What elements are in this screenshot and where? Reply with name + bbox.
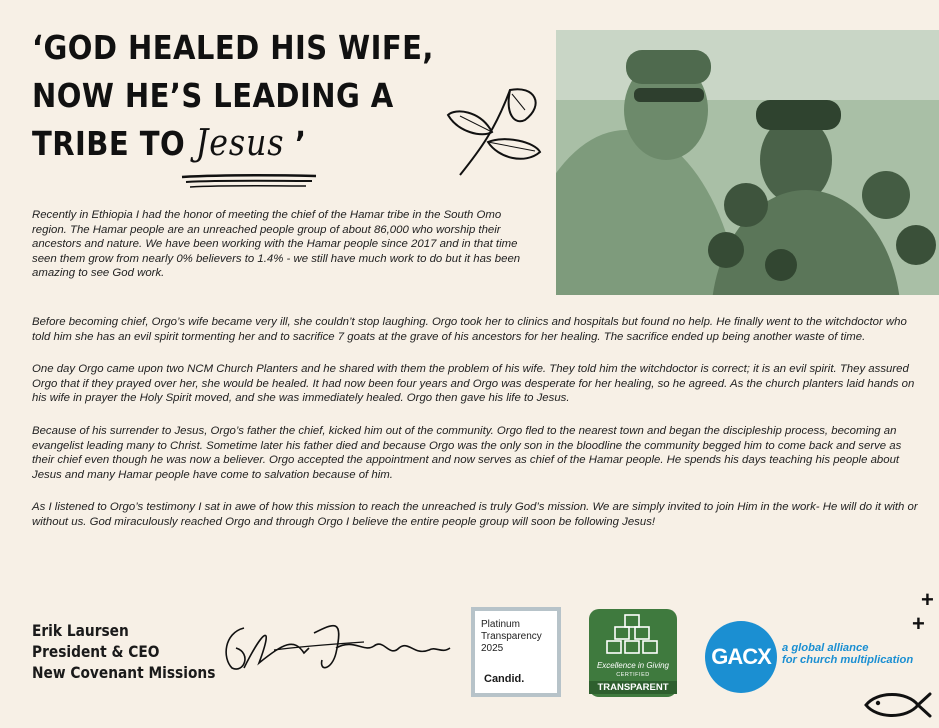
leaf-branch-icon xyxy=(440,80,550,180)
gacx-logo: GACX xyxy=(705,621,777,693)
story-paragraph: Because of his surrender to Jesus, Orgo’s father the chief, kicked him out of the community. Orgo fled to the nearest town and began the discipleship process, becoming an evangelist leading many to Christ. Sometime later his father died and because Orgo was the only son in the bloodline the community begged him to come back and serve as their chief even though he was now a believer. Orgo accepted the appointment and now serves as chief of the Hamar people. He spends his days teaching his people about Jesus and many Hamar people have come to salvation because of him. xyxy=(32,424,902,481)
story-paragraph: Before becoming chief, Orgo’s wife became very ill, she couldn’t stop laughing. Orgo took her to clinics and hospitals but found no help. He finally went to the witchdoctor who told him she has an evil spirit tormenting her and to sacrifice 7 goats at the grave of his ancestors for her healing. The sacrifice ended up being another waste of time. xyxy=(32,316,907,343)
headline xyxy=(32,24,434,168)
handwritten-signature xyxy=(214,608,454,678)
candid-brand: Candid. xyxy=(484,673,525,685)
giving-line-3: TRANSPARENT xyxy=(589,681,677,694)
candid-platinum-badge xyxy=(471,607,561,697)
headline-line-3-suffix: ’ xyxy=(284,124,307,163)
signoff-title: President & CEO xyxy=(32,642,160,661)
headline-line-3 xyxy=(32,120,384,168)
headline-line-3-prefix: TRIBE TO xyxy=(32,124,196,163)
candid-line-2: Transparency xyxy=(481,631,542,642)
signoff-name: Erik Laursen xyxy=(32,621,129,640)
headline-line-2: NOW HE’S LEADING A xyxy=(32,76,394,115)
giving-line-1: Excellence in Giving xyxy=(596,661,670,670)
cubes-icon xyxy=(603,613,663,659)
story-paragraph: As I listened to Orgo’s testimony I sat in awe of how this mission to reach the unreached is truly God’s mission. We are simply invited to join Him in the work- He will do it with or without us. God miraculously reached Orgo and through Orgo I believe the entire people group will soon be following Jesus! xyxy=(32,501,918,528)
intro-paragraph: Recently in Ethiopia I had the honor of meeting the chief of the Hamar tribe in the South Omo region. The Hamar people are an unreached people group of about 86,000 who worship their ancestors and nature. We have been working with the Hamar people since 2017 and in that time seen them grow from nearly 0% believers to 1.4% - we still have much work to do but it has been amazing to see God work. xyxy=(32,209,521,280)
fish-icon xyxy=(862,688,932,722)
candid-line-3: 2025 xyxy=(481,643,504,654)
giving-line-2: CERTIFIED xyxy=(616,672,650,678)
gacx-tagline-line-1: a global alliance xyxy=(782,642,869,654)
plus-icon: + xyxy=(912,611,925,636)
candid-line-1: Platinum xyxy=(481,619,520,630)
story-body xyxy=(32,315,918,548)
headline-jesus-script: Jesus xyxy=(195,123,285,164)
headline-line-1: ‘GOD HEALED HIS WIFE, xyxy=(32,28,434,67)
photo-leaders-with-hamar-tribe xyxy=(556,30,939,295)
gacx-tagline xyxy=(782,642,932,666)
signoff-block xyxy=(32,620,215,683)
plus-icon: + xyxy=(921,587,934,612)
signoff-org: New Covenant Missions xyxy=(32,663,216,682)
story-paragraph: One day Orgo came upon two NCM Church Planters and he shared with them the problem of his wife. They told him the witchdoctor is correct; it is an evil spirit. They assured Orgo that if they prayed over her, she would be healed. It had now been four years and Orgo was desperate for her healing, so he agreed. As the church planters laid hands on his wife in prayer the Holy Spirit moved, and she was immediately healed. Orgo then gave his life to Jesus. xyxy=(32,363,915,405)
excellence-in-giving-badge xyxy=(589,609,677,697)
gacx-tagline-line-2: for church multiplication xyxy=(782,654,914,666)
underline-scribble-icon xyxy=(180,172,320,190)
